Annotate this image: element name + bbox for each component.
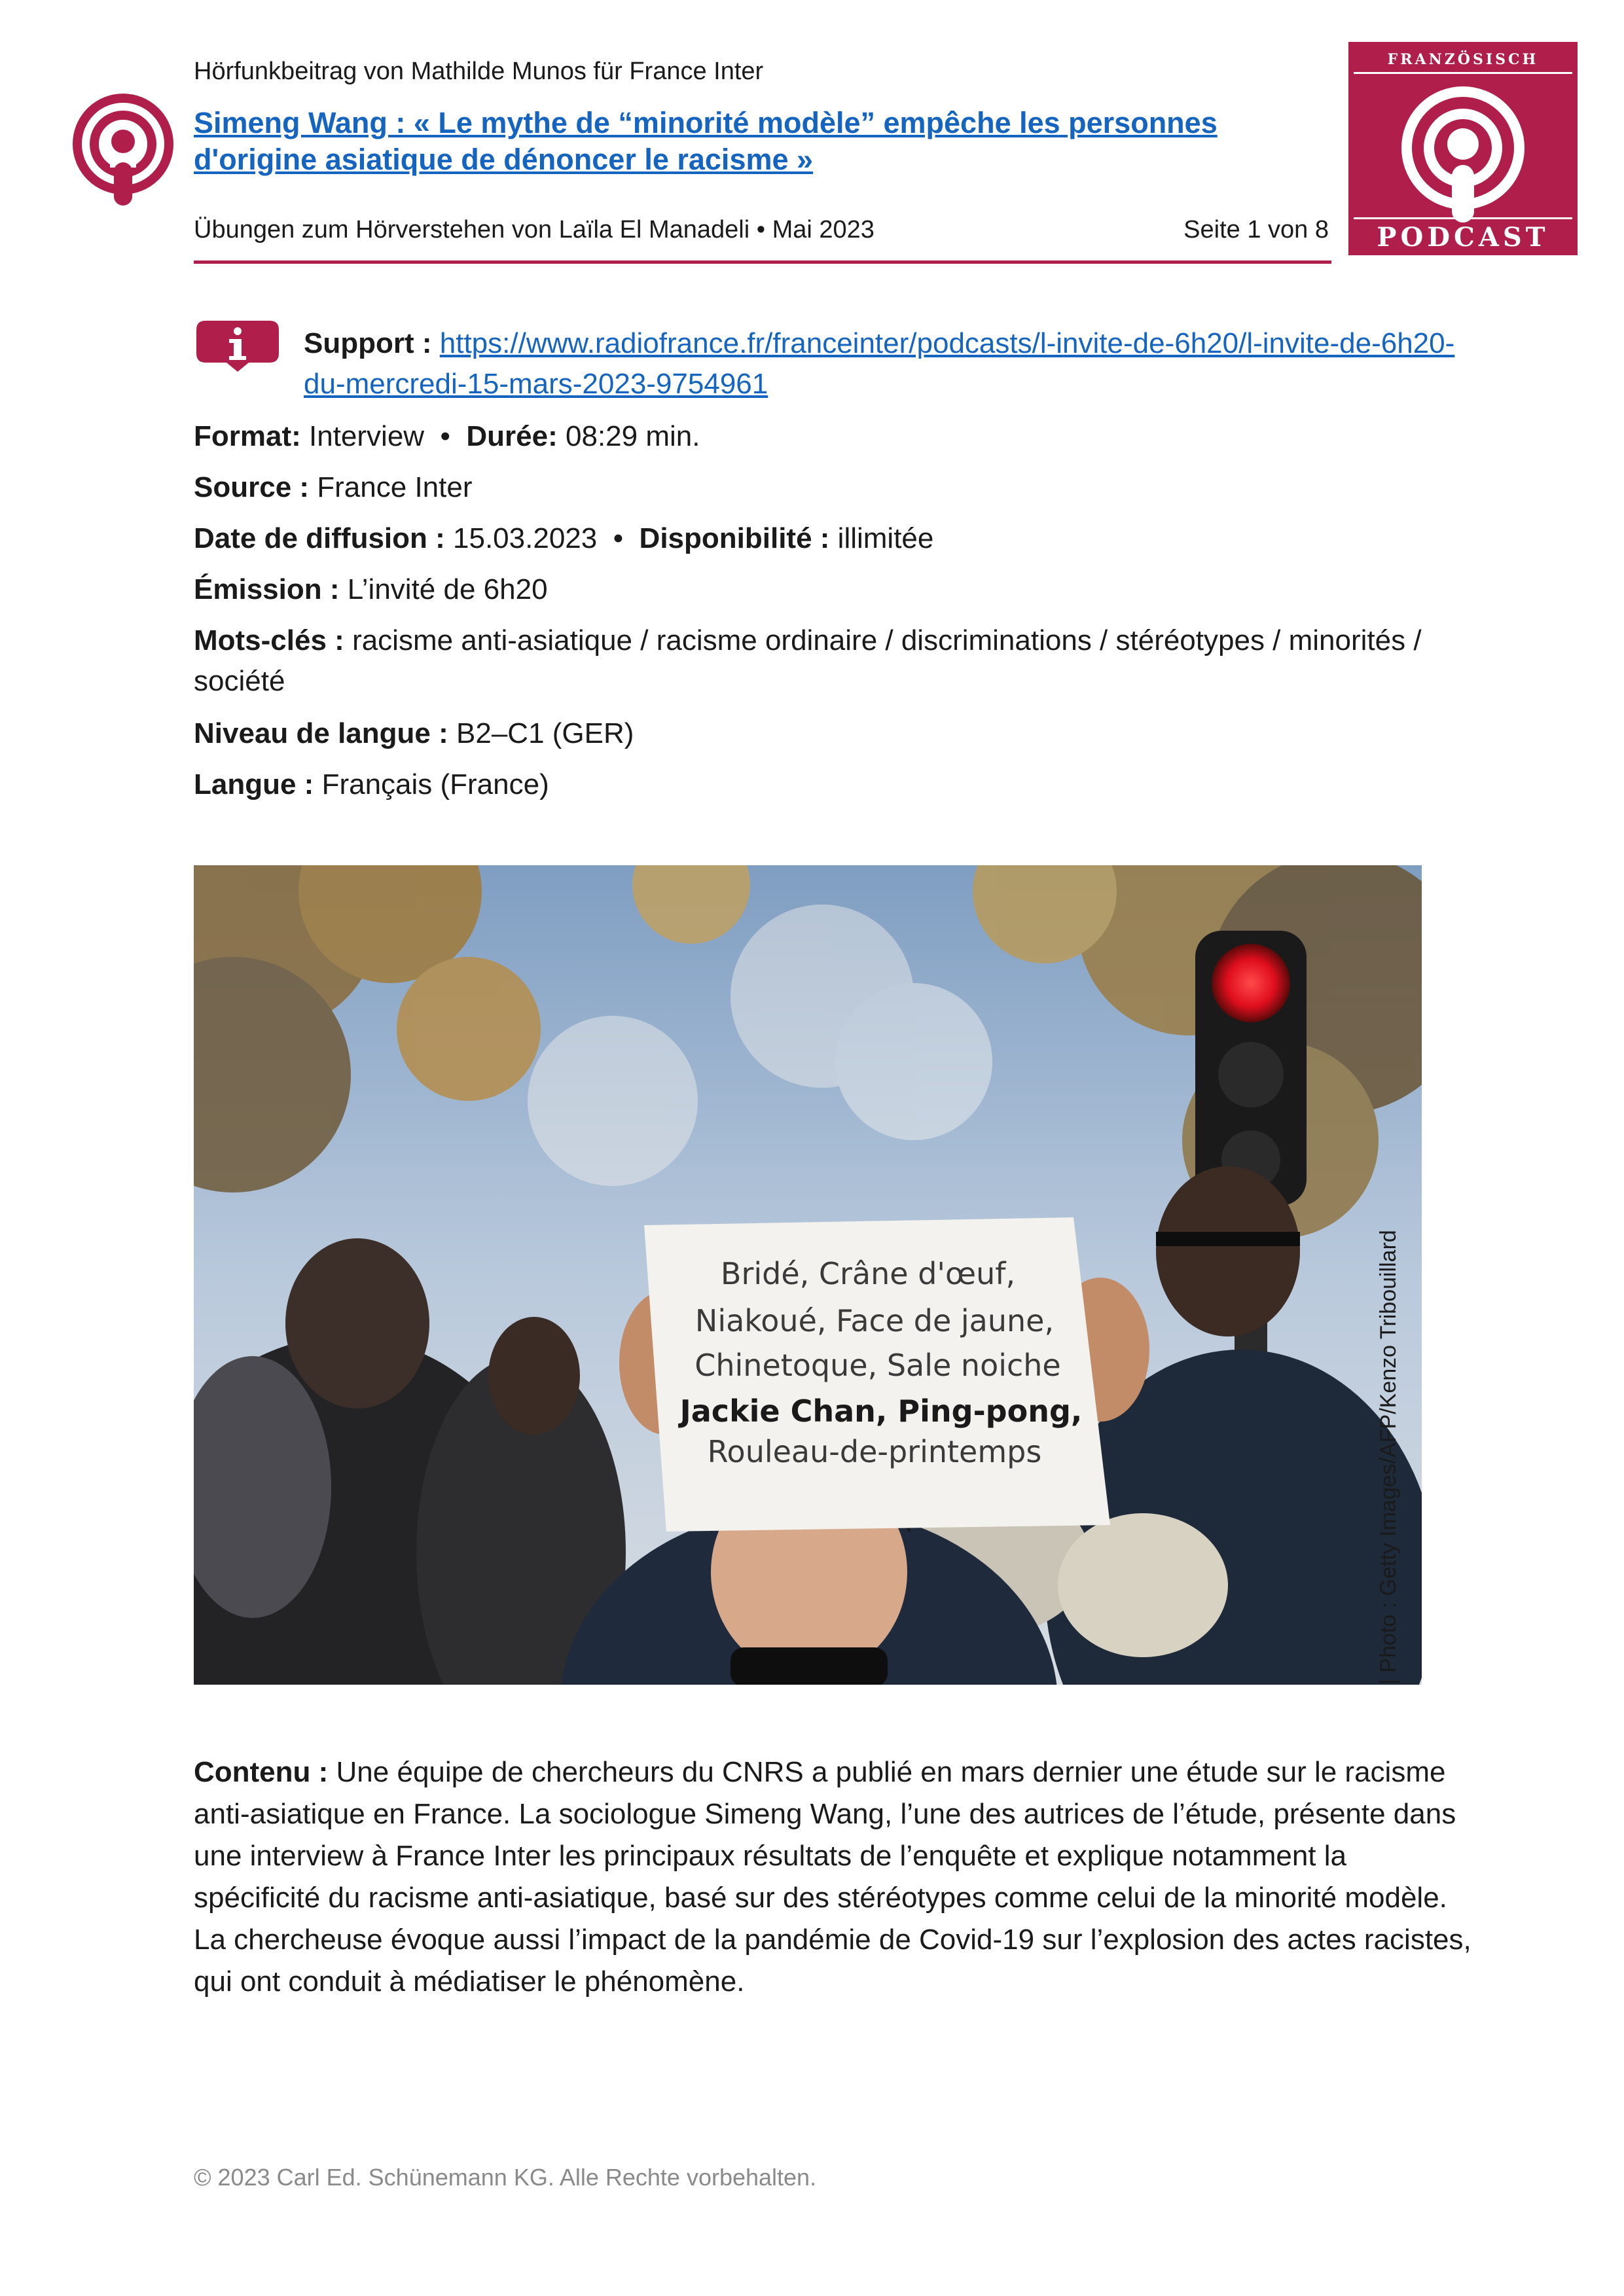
date-row bbox=[194, 518, 1477, 559]
author-line: Hörfunkbeitrag von Mathilde Munos für France Inter bbox=[194, 58, 764, 85]
protest-photo bbox=[194, 865, 1422, 1685]
support-label: Support : bbox=[304, 327, 432, 359]
format-label: Format: bbox=[194, 420, 301, 452]
sign-line-1: Bridé, Crâne d'œuf, bbox=[720, 1256, 1016, 1291]
format-value: Interview bbox=[309, 420, 425, 452]
langue-row bbox=[194, 764, 1477, 805]
emission-label: Émission : bbox=[194, 573, 340, 605]
duree-value: 08:29 min. bbox=[566, 420, 700, 452]
sign-line-3: Chinetoque, Sale noiche bbox=[695, 1348, 1061, 1383]
episode-title-link[interactable]: Simeng Wang : « Le mythe de “minorité modèle” empêche les personnes d'origine asiatique de dénoncer le racisme » bbox=[194, 106, 1218, 176]
page-number: Seite 1 von 8 bbox=[1183, 216, 1329, 243]
support-url-link[interactable]: https://www.radiofrance.fr/franceinter/podcasts/l-invite-de-6h20/l-invite-de-6h20-du-mercredi-15-mars-2023-9754961 bbox=[304, 327, 1455, 400]
source-row bbox=[194, 467, 1477, 508]
separator: • bbox=[613, 522, 624, 554]
langue-value: Français (France) bbox=[321, 768, 549, 800]
source-value: France Inter bbox=[317, 471, 473, 503]
emission-row bbox=[194, 569, 1477, 610]
emission-value: L’invité de 6h20 bbox=[347, 573, 548, 605]
date-value: 15.03.2023 bbox=[453, 522, 598, 554]
dispo-label: Disponibilité : bbox=[639, 522, 830, 554]
photo-credit: | Photo : Getty Images/AFP/Kenzo Tribouillard bbox=[1376, 1230, 1401, 1685]
header-divider bbox=[194, 260, 1331, 264]
date-label: Date de diffusion : bbox=[194, 522, 445, 554]
sign-line-2: Niakoué, Face de jaune, bbox=[695, 1303, 1055, 1338]
sign-line-4: Jackie Chan, Ping-pong, bbox=[679, 1393, 1083, 1429]
exercise-subtitle: Übungen zum Hörverstehen von Laïla El Manadeli • Mai 2023 bbox=[194, 216, 875, 243]
niveau-row bbox=[194, 713, 1477, 754]
mots-cles-value: racisme anti-asiatique / racisme ordinaire / discriminations / stéréotypes / minorités / société bbox=[194, 624, 1422, 697]
source-label: Source : bbox=[194, 471, 310, 503]
dispo-value: illimitée bbox=[837, 522, 934, 554]
contenu-text: Une équipe de chercheurs du CNRS a publié en mars dernier une étude sur le racisme anti-asiatique en France. La sociologue Simeng Wang, l’une des autrices de l’étude, présente dans une interview à France Inter les principaux résultats de l’enquête et explique notamment la spécificité du racisme anti-asiatique, basé sur des stéréotypes comme celui de la minorité modèle. La chercheuse évoque aussi l’impact de la pandémie de Covid-19 sur l’explosion des actes racistes, qui ont conduit à médiatiser le phénomène. bbox=[194, 1756, 1471, 1998]
format-row bbox=[194, 416, 1477, 457]
niveau-value: B2–C1 (GER) bbox=[456, 717, 634, 749]
podcast-icon bbox=[71, 92, 175, 209]
badge-bottom-label: PODCAST bbox=[1377, 222, 1549, 253]
support-row bbox=[304, 323, 1456, 404]
protest-sign bbox=[644, 1217, 1110, 1532]
sign-line-5: Rouleau-de-printemps bbox=[707, 1434, 1042, 1469]
separator: • bbox=[440, 420, 450, 452]
badge-top-label: FRANZÖSISCH bbox=[1387, 51, 1539, 68]
badge-podcast-icon bbox=[1348, 42, 1578, 255]
mots-cles-label: Mots-clés : bbox=[194, 624, 344, 656]
niveau-label: Niveau de langue : bbox=[194, 717, 448, 749]
langue-label: Langue : bbox=[194, 768, 314, 800]
contenu-paragraph bbox=[194, 1751, 1477, 2003]
franzoesisch-podcast-badge bbox=[1348, 42, 1578, 255]
duree-label: Durée: bbox=[466, 420, 558, 452]
contenu-label: Contenu : bbox=[194, 1756, 329, 1788]
info-icon bbox=[194, 318, 281, 373]
mots-cles-row bbox=[194, 620, 1477, 702]
copyright: © 2023 Carl Ed. Schünemann KG. Alle Rechte vorbehalten. bbox=[194, 2164, 817, 2191]
